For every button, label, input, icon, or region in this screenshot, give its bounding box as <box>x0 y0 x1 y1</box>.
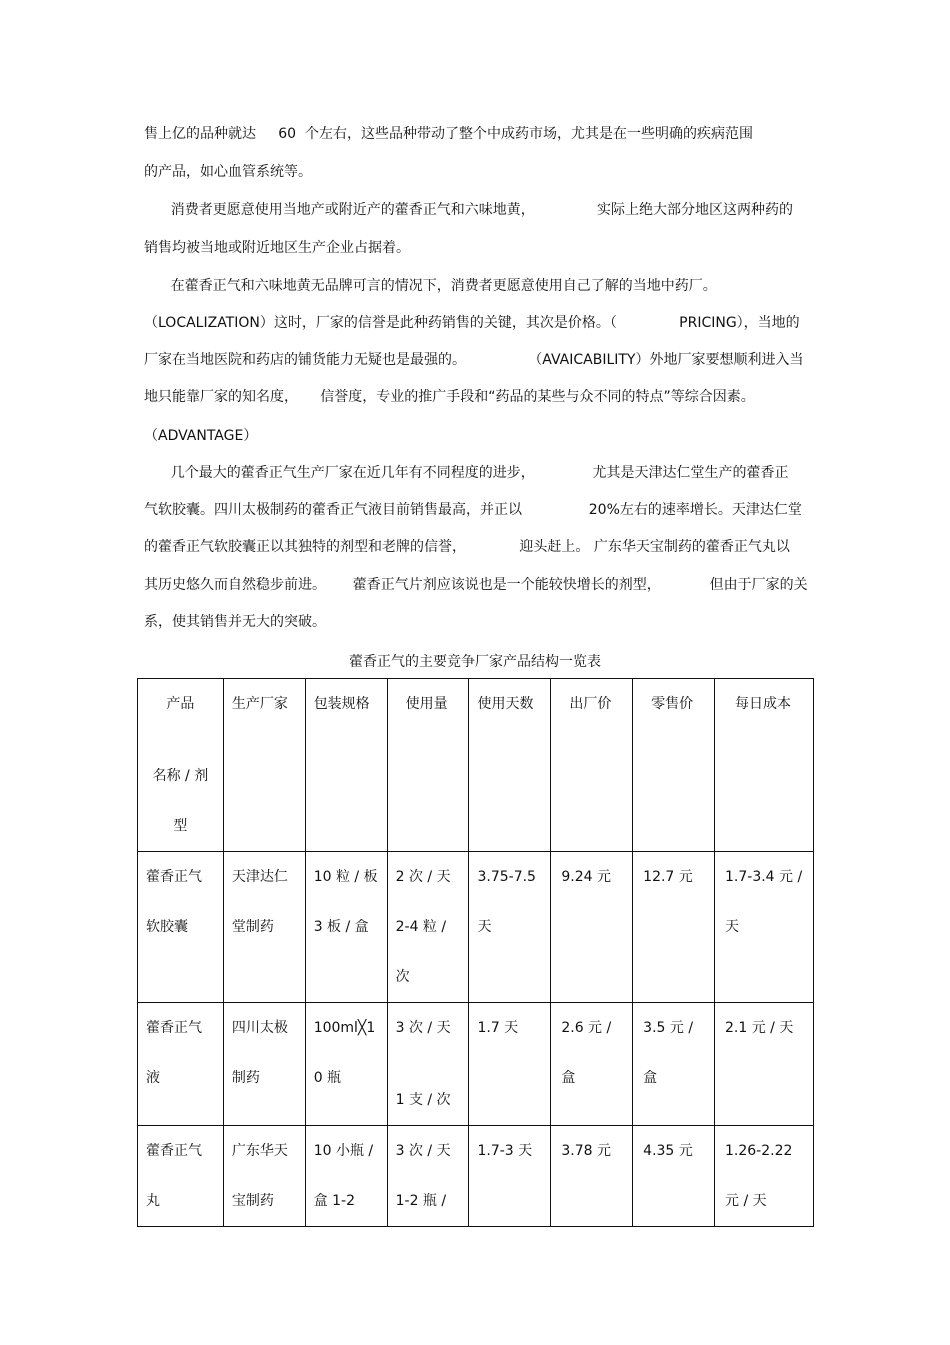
cell-text: 3.75-7.5 <box>477 869 536 885</box>
cell-text: 使用量 <box>405 696 448 712</box>
cell-text: 3 次 / 天 <box>395 1020 451 1036</box>
cell-text: 1.7-3 天 <box>477 1143 533 1159</box>
cell-text: 4.35 元 <box>643 1143 693 1159</box>
table-cell <box>223 1003 305 1126</box>
paragraph-line: 几个最大的藿香正气生产厂家在近几年有不同程度的进步， 尤其是天津达仁堂生产的藿香正 <box>144 465 789 481</box>
cell-text: 宝制药 <box>231 1193 274 1209</box>
product-table <box>137 678 814 1227</box>
table-cell <box>138 852 224 1003</box>
cell-text: 零售价 <box>651 696 694 712</box>
cell-text: 使用天数 <box>477 696 534 712</box>
header-cell <box>387 679 469 852</box>
cell-text: 名称 / 剂 <box>152 768 209 784</box>
cell-text: 藿香正气 <box>146 1143 202 1159</box>
paragraph-line: 售上亿的品种就达 60 个左右，这些品种带动了整个中成药市场，尤其是在一些明确的疾病范围 <box>144 126 753 142</box>
cell-text: 天 <box>725 919 739 935</box>
cell-text: 1 支 / 次 <box>395 1092 451 1108</box>
paragraph-line: 系，使其销售并无大的突破。 <box>144 614 326 630</box>
cell-text: 出厂价 <box>569 696 612 712</box>
table-cell <box>633 1003 715 1126</box>
header-cell <box>715 679 814 852</box>
cell-text: 1.7-3.4 元 / <box>725 869 803 885</box>
table-cell <box>387 852 469 1003</box>
table-row <box>138 852 814 1003</box>
table-cell <box>223 852 305 1003</box>
cell-text: 堂制药 <box>231 919 274 935</box>
paragraph-line: 地只能靠厂家的知名度， 信誉度，专业的推广手段和“药品的某些与众不同的特点”等综合因素。 <box>144 389 755 405</box>
cell-text: 10 粒 / 板 <box>313 869 378 885</box>
table-cell <box>715 1126 814 1227</box>
cell-text: 包装规格 <box>313 696 370 712</box>
cell-text: 3.5 元 / <box>643 1020 694 1036</box>
table-cell <box>551 1003 633 1126</box>
cell-text: 2-4 粒 / <box>395 919 447 935</box>
table-cell <box>551 852 633 1003</box>
paragraph-line: 销售均被当地或附近地区生产企业占据着。 <box>144 240 410 256</box>
table-cell <box>305 852 387 1003</box>
cell-text: 广东华天 <box>231 1143 288 1159</box>
cell-text: 藿香正气 <box>146 1020 202 1036</box>
cell-text: 3 次 / 天 <box>395 1143 451 1159</box>
table-cell <box>138 1003 224 1126</box>
cell-text: 天 <box>477 919 492 935</box>
cell-text: 2.6 元 / <box>561 1020 612 1036</box>
table-cell <box>305 1003 387 1126</box>
table-header-row <box>138 679 814 852</box>
cell-text: 生产厂家 <box>231 696 288 712</box>
cell-text: 2.1 元 / 天 <box>725 1020 794 1036</box>
cell-text: 天津达仁 <box>231 869 288 885</box>
cell-text: 2 次 / 天 <box>395 869 451 885</box>
cell-text: 1.7 天 <box>477 1020 519 1036</box>
cell-text: 盒 <box>561 1070 576 1086</box>
paragraph-line: （LOCALIZATION）这时，厂家的信誉是此种药销售的关键，其次是价格。（ PRICING），当地的 <box>144 315 800 331</box>
table-cell <box>715 852 814 1003</box>
cell-text: 9.24 元 <box>561 869 611 885</box>
table-cell <box>305 1126 387 1227</box>
cell-text: 丸 <box>146 1193 160 1209</box>
cell-text: 软胶囊 <box>146 919 188 935</box>
table-cell <box>469 1003 551 1126</box>
table-cell <box>387 1003 469 1126</box>
cell-text: 盒 1-2 <box>313 1193 356 1209</box>
cell-text: 元 / 天 <box>725 1193 767 1209</box>
cell-text: 产品 <box>166 696 195 712</box>
cell-text: 3.78 元 <box>561 1143 611 1159</box>
cell-text: 次 <box>395 969 410 985</box>
cell-text: 1.26-2.22 <box>725 1143 793 1159</box>
cell-text: 0 瓶 <box>313 1070 342 1086</box>
header-cell <box>469 679 551 852</box>
cell-text: 12.7 元 <box>643 869 693 885</box>
cell-text: 3 板 / 盒 <box>313 919 369 935</box>
table-cell <box>223 1126 305 1227</box>
cell-text: 1-2 瓶 / <box>395 1193 447 1209</box>
table-cell <box>551 1126 633 1227</box>
table-cell <box>715 1003 814 1126</box>
table-cell <box>469 1126 551 1227</box>
header-cell <box>138 679 224 852</box>
paragraph-line: 的产品，如心血管系统等。 <box>144 164 312 180</box>
paragraph-line: 消费者更愿意使用当地产或附近产的藿香正气和六味地黄， 实际上绝大部分地区这两种药的 <box>144 202 794 218</box>
cell-text: 四川太极 <box>231 1020 288 1036</box>
cell-text: 液 <box>146 1070 160 1086</box>
cell-text: 藿香正气 <box>146 869 202 885</box>
table-row <box>138 1003 814 1126</box>
paragraph-line: 其历史悠久而自然稳步前进。 藿香正气片剂应该说也是一个能较快增长的剂型， 但由于厂家的关 <box>144 577 808 593</box>
paragraph-line: （ADVANTAGE） <box>144 428 258 444</box>
paragraph-line: 的藿香正气软胶囊正以其独特的剂型和老牌的信誉， 迎头赶上。 广东华天宝制药的藿香正气丸以 <box>144 539 790 555</box>
table-cell <box>469 852 551 1003</box>
table-row <box>138 1126 814 1227</box>
header-cell <box>223 679 305 852</box>
paragraph-line: 在藿香正气和六味地黄无品牌可言的情况下，消费者更愿意使用自己了解的当地中药厂。 <box>144 278 717 294</box>
paragraph-line: 气软胶囊。四川太极制药的藿香正气液目前销售最高，并正以 20%左右的速率增长。天津达仁堂 <box>144 502 802 518</box>
header-cell <box>633 679 715 852</box>
cell-text: 型 <box>173 818 188 834</box>
table-cell <box>138 1126 224 1227</box>
header-cell <box>305 679 387 852</box>
cell-text: 每日成本 <box>735 696 791 712</box>
table-cell <box>387 1126 469 1227</box>
paragraph-line: 厂家在当地医院和药店的铺货能力无疑也是最强的。 （AVAICABILITY）外地厂家要想顺利进入当 <box>144 352 804 368</box>
cell-text: 盒 <box>643 1070 658 1086</box>
cell-text: 制药 <box>231 1070 260 1086</box>
table-cell <box>633 852 715 1003</box>
header-cell <box>551 679 633 852</box>
table-title: 藿香正气的主要竞争厂家产品结构一览表 <box>349 654 601 670</box>
cell-text: 10 小瓶 / <box>313 1143 374 1159</box>
cell-text: 100ml╳1 <box>313 1020 376 1036</box>
table-cell <box>633 1126 715 1227</box>
